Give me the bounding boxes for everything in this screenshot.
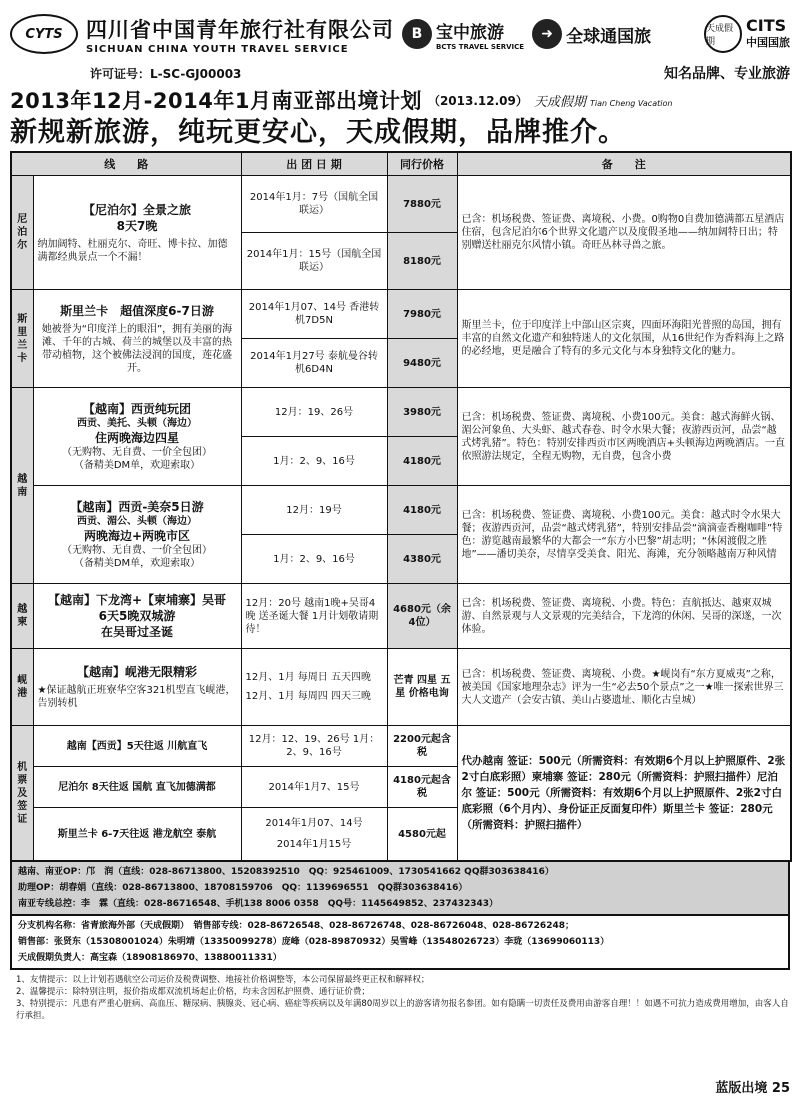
cits-name: CITS [746,16,787,35]
contact-line: 南亚专线总控：李 霖（直线：028-86716548、手机138 8006 0358 QQ号：1145649852、237432343） [18,899,499,909]
office-line: 分支机构名称：省青旅海外部（天成假期） 销售部专线：028-86726548、028-86726748、028-86726048、028-86726248； [18,921,574,931]
route-title: 【越南】西贡纯玩团 [82,402,191,416]
route-line: （备精美DM单，欢迎索取） [73,460,201,471]
price: 7880元 [387,176,457,233]
brand-cits [704,15,790,53]
license-number: 许可证号：L-SC-GJ00003 [90,66,242,81]
departure-date: 1月：2、9、16号 [241,535,387,584]
table-header-row [11,152,791,176]
departure-date: 12月、1月 每周四 四天三晚 [245,691,371,702]
departure-date: 12月：19号 [241,486,387,535]
tiancheng-brand [534,91,673,110]
notes-nepal: 已含：机场税费、签证费、离境税、小费。0购物0自费加德满都五星酒店住宿，包含尼泊尔6个世界文化遗产以及度假圣地——纳加阔特日出；特别赠送杜丽克尔风情小镇。奇旺丛林寻兽之旅。 [457,176,791,290]
table-row [11,649,791,726]
notes-vietnam-saigon: 已含：机场税费、签证费、离境税、小费100元。美食：越式海鲜火锅、湄公河象鱼、大头虾、越式春卷、时令水果大餐；夜游西贡河，品尝“越式烤乳猪”。特色：特别安排西贡市区两晚酒店+头顿海边两晚酒店。一直依照游法规定，全程无购物，无自费，包含小费 [457,388,791,486]
brand-global-name: 全球通国旅 [566,26,652,47]
route-desc: 她被誉为“印度洋上的眼泪”，拥有美丽的海滩、千年的古城、荷兰的城堡以及丰富的热带动植物，这个被佛法浸润的国度，莲花盛开。 [41,323,233,374]
table-row [11,176,791,233]
route-desc: 纳加阔特、杜丽克尔、奇旺、博卡拉、加德满都经典景点一个不漏！ [37,238,228,263]
price: 4380元 [387,535,457,584]
office-line: 销售部：张贤东（15308001024）朱明靖（13350099278）庞峰（028-89870932）吴雪峰（13548026723）李珑（13699060113） [18,937,610,947]
bcts-logo-icon: B [402,19,432,49]
globe-icon: ➜ [532,19,562,49]
route-days: 8天7晚 [116,218,158,233]
route-title: 【尼泊尔】全景之旅 [82,202,191,217]
route-nepal [33,176,241,290]
departure-date: 2014年1月07、14号 香港转机7D5N [241,290,387,339]
departure-dates [241,649,387,726]
notes-danang: 已含：机场税费、签证费、离境税、小费。★岘岗有“东方夏威夷”之称，被美国《国家地理杂志》评为一生“必去50个景点”之一★唯一探索世界三大人文遗产（会安古镇、美山占婆遗址、顺化古皇城） [457,649,791,726]
table-row [11,290,791,339]
departure-date: 2014年1月27号 泰航曼谷转机6D4N [241,339,387,388]
notes-visa: 代办越南 签证：500元（所需资料：有效期6个月以上护照原件、2张2寸白底彩照）柬埔寨 签证：280元（所需资料：护照扫描件）尼泊尔 签证：500元（所需资料：有效期6个月以上护照原件、2张2寸白底彩照（6个月内）、身份证正反面复印件）斯里兰卡 签证：280元（所需资料：护照扫描件） [457,726,791,862]
table-row [11,388,791,437]
company-name-en: SICHUAN CHINA YOUTH TRAVEL SERVICE [86,43,349,55]
route-title: 【越南】西贡-美奈5日游 [70,500,204,514]
route-line: 两晚海边+两晚市区 [83,529,191,543]
region-danang: 岘港 [11,649,33,726]
brand-bcts-sub: BCTS TRAVEL SERVICE [436,42,525,51]
header-price: 同行价格 [387,152,457,176]
tiancheng-seal-icon: 天成假期 [704,15,742,53]
departure-date: 2014年1月15号 [276,839,352,850]
table-row [11,726,791,767]
header [10,8,790,60]
tip-line: 1、友情提示：以上计划若遇航空公司运价及税费调整、地接社价格调整等，本公司保留最终更正权和解释权； [16,975,430,985]
departure-date: 2014年1月：7号（国航全国联运） [241,176,387,233]
price: 8180元 [387,233,457,290]
ticket-route: 越南【西贡】5天往返 川航直飞 [33,726,241,767]
page-title: 2013年12月-2014年1月南亚部出境计划 [10,89,422,113]
subheader [10,62,790,84]
departure-date: 12月：20号 越南1晚+吴哥4晚 送圣诞大餐 1月计划敬请期待！ [241,584,387,649]
route-line: 西贡、美托、头顿（海边） [77,418,197,429]
departure-date: 2014年1月7、15号 [241,767,387,808]
tour-plan-table [10,151,792,862]
price: 9480元 [387,339,457,388]
ticket-route: 尼泊尔 8天往返 国航 直飞加德满都 [33,767,241,808]
page-footer: 蓝版出境 25 [715,1081,790,1096]
company-logo: CYTS [10,14,78,54]
header-dates: 出 团 日 期 [241,152,387,176]
route-title: 【越南】下龙湾+【柬埔寨】吴哥 [47,593,227,607]
route-line: （无购物、无自费、一价全包团） [62,447,212,458]
price: 4180元 [387,437,457,486]
title-bar [10,86,790,114]
tiancheng-brand-en: Tian Cheng Vacation [590,98,673,108]
contact-line: 越南、南亚OP：邝 润（直线：028-86713800、15208392510 QQ：925461009、1730541662 QQ群303638416） [18,867,554,877]
company-name-cn: 四川省中国青年旅行社有限公司 [86,17,394,42]
table-row [11,584,791,649]
price: 7980元 [387,290,457,339]
brand-global [532,19,651,49]
tip-line: 3、特别提示：凡患有严重心脏病、高血压、糖尿病、胰腺炎、冠心病、癌症等疾病以及年满80周岁以上的游客请勿报名参团。如有隐瞒一切责任及费用由游客自理！！如遇不可抗力造成费用增加，由客人自行承担。 [16,999,789,1021]
region-nepal: 尼泊尔 [11,176,33,290]
route-line: （无购物、无自费、一价全包团） [62,545,212,556]
route-line: 西贡、湄公、头顿（海边） [77,516,197,527]
departure-date: 2014年1月：15号（国航全国联运） [241,233,387,290]
price: 2200元起含税 [387,726,457,767]
region-tickets: 机票及签证 [11,726,33,862]
departure-date: 2014年1月07、14号 [265,818,363,829]
price: 4680元（余4位） [387,584,457,649]
region-vietnam: 越南 [11,388,33,584]
ticket-route: 斯里兰卡 6-7天往返 港龙航空 泰航 [33,808,241,862]
route-line: （备精美DM单，欢迎索取） [73,558,201,569]
route-title: 斯里兰卡 超值深度6-7日游 [60,303,214,318]
cits-sub: 中国国旅 [746,36,790,49]
tiancheng-brand-cn: 天成假期 [533,94,586,110]
route-srilanka [33,290,241,388]
table-row [11,486,791,535]
price: 4180元起含税 [387,767,457,808]
route-vietcam [33,584,241,649]
departure-date: 12月、1月 每周日 五天四晚 [245,672,371,683]
departure-dates [241,808,387,862]
tips [10,974,790,1022]
route-line: 在吴哥过圣诞 [100,625,173,639]
issue-date: （2013.12.09） [427,93,528,108]
contacts [10,862,790,916]
office-line: 天成假期负责人：高宝森（18908186970、13880011331） [18,953,282,963]
branch-offices [10,916,790,970]
slogan: 知名品牌、专业旅游 [664,66,790,82]
notes-vietnam-muine: 已含：机场税费、签证费、离境税、小费100元。美食：越式时令水果大餐；夜游西贡河，品尝“越式烤乳猪”，特别安排品尝“滴滴壶香榭咖啡”特色：游览越南最繁华的大都会一“东方小巴黎”胡志明；“休闲渡假之胜地”——潘切美奈，尽情享受美食、阳光、海滩，充分领略越南万种风情 [457,486,791,584]
brand-bcts-name: 宝中旅游 [436,22,504,43]
route-danang [33,649,241,726]
company-name [86,14,394,55]
route-vietnam-saigon [33,388,241,486]
price: 4180元 [387,486,457,535]
departure-date: 12月：12、19、26号 1月：2、9、16号 [241,726,387,767]
price: 4580元起 [387,808,457,862]
route-line: 住两晚海边四星 [94,431,179,445]
tagline: 新规新旅游，纯玩更安心，天成假期，品牌推介。 [10,117,626,148]
header-notes: 备 注 [457,152,791,176]
departure-date: 12月：19、26号 [241,388,387,437]
route-title: 【越南】岘港无限精彩 [76,665,197,679]
route-vietnam-muine [33,486,241,584]
notes-vietcam: 已含：机场税费、签证费、离境税、小费。特色：直航抵达、越柬双城游、自然景观与人文景观的完美结合，下龙湾的休闲、吴哥的深遂，一次体验。 [457,584,791,649]
region-vietcam: 越柬 [11,584,33,649]
notes-srilanka: 斯里兰卡，位于印度洋上中部山区宗爽，四面环海阳光普照的岛国，拥有丰富的自然文化遗产和独特迷人的文化氛围，从16世纪作为香料海上之路的必经地，更是融合了特有的多元文化与本身独特文化的魅力。 [457,290,791,388]
brand-bcts [402,18,524,51]
route-desc: ★保证越航正班寮华空客321机型直飞岘港，告别转机 [37,685,236,709]
header-route: 线 路 [11,152,241,176]
price: 芒青 四星 五星 价格电询 [387,649,457,726]
region-srilanka: 斯里兰卡 [11,290,33,388]
route-line: 6天5晚双城游 [98,609,176,623]
price: 3980元 [387,388,457,437]
tip-line: 2、温馨提示：除特别注明，报价指成都双流机场起止价格，均未含因私护照费、通行证价费； [16,987,370,997]
departure-date: 1月：2、9、16号 [241,437,387,486]
contact-line: 助理OP：胡春娟（直线：028-86713800、18708159706 QQ：1139696551 QQ群303638416） [18,883,468,893]
